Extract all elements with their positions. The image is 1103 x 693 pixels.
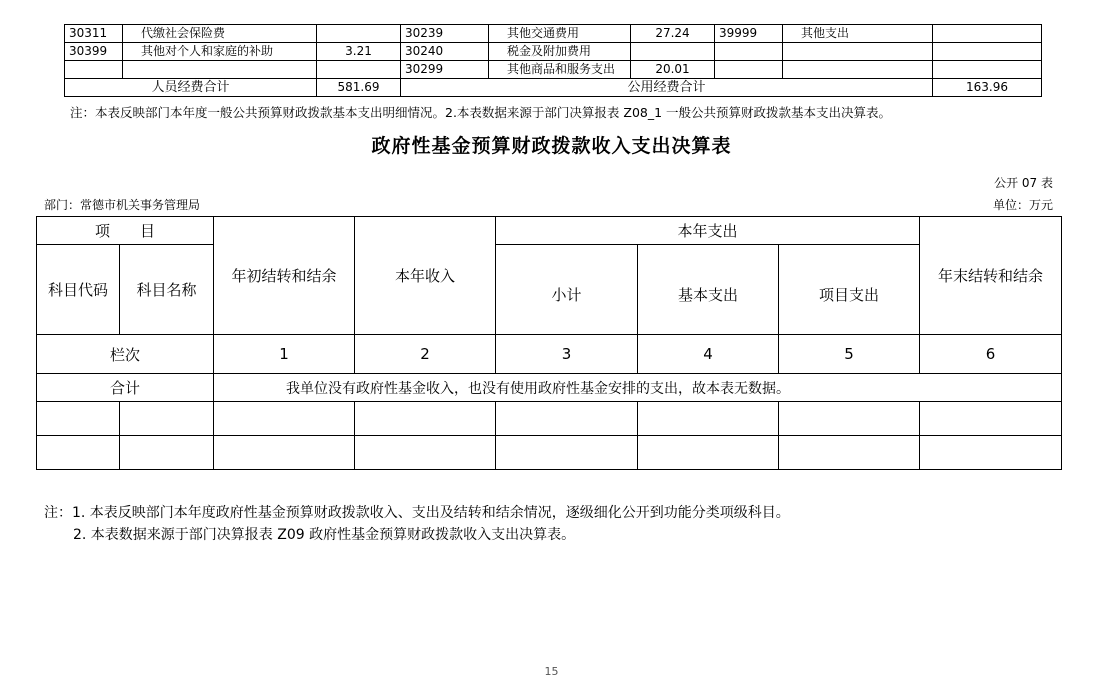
page-number: 15	[544, 665, 559, 678]
empty-cell	[214, 436, 355, 470]
table-notes	[44, 502, 790, 546]
unit-label: 单位：万元	[992, 198, 1053, 212]
department-label: 部门：常德市机关事务管理局	[44, 198, 201, 212]
income-header: 本年收入	[355, 217, 496, 335]
empty-cell	[496, 402, 638, 436]
column-number: 1	[214, 335, 355, 374]
cell-amount	[933, 43, 1042, 61]
note-text: 1. 本表反映部门本年度政府性基金预算财政拨款收入、支出及结转和结余情况，逐级细化公开到功能分类项级科目。	[72, 505, 790, 521]
table-row	[37, 436, 1062, 470]
opening-balance-header: 年初结转和结余	[214, 217, 355, 335]
empty-cell	[120, 436, 214, 470]
project-expense-header: 项目支出	[779, 245, 920, 335]
column-number-row	[37, 335, 1062, 374]
note-text: 2. 本表数据来源于部门决算报表 Z09 政府性基金预算财政拨款收入支出决算表。	[73, 527, 576, 543]
empty-cell	[37, 436, 120, 470]
cell-code	[715, 61, 783, 79]
cell-code: 30299	[401, 61, 489, 79]
totals-row	[65, 79, 1042, 97]
empty-cell	[638, 402, 779, 436]
cell-code	[715, 43, 783, 61]
form-number: 公开 07 表	[994, 176, 1053, 190]
cell-code: 30399	[65, 43, 123, 61]
empty-cell	[355, 402, 496, 436]
empty-cell	[496, 436, 638, 470]
public-total-label: 公用经费合计	[401, 79, 933, 97]
cell-amount	[933, 25, 1042, 43]
cell-name: 其他支出	[783, 25, 933, 43]
cell-name	[783, 61, 933, 79]
personnel-total-label: 人员经费合计	[65, 79, 317, 97]
cell-amount: 20.01	[631, 61, 715, 79]
empty-cell	[920, 436, 1062, 470]
table-row	[65, 25, 1042, 43]
cell-code: 30239	[401, 25, 489, 43]
table-row	[65, 43, 1042, 61]
empty-cell	[638, 436, 779, 470]
expense-header: 本年支出	[496, 217, 920, 245]
item-header: 项 目	[37, 217, 214, 245]
empty-cell	[920, 402, 1062, 436]
column-number: 3	[496, 335, 638, 374]
cell-amount	[317, 25, 401, 43]
note-prefix: 注：	[44, 505, 72, 521]
column-number: 2	[355, 335, 496, 374]
cell-code: 30240	[401, 43, 489, 61]
note-line-1	[44, 502, 790, 524]
code-header: 科目代码	[37, 245, 120, 335]
prev-table-note: 注：本表反映部门本年度一般公共预算财政拨款基本支出明细情况。2.本表数据来源于部门决算报表 Z08_1 一般公共预算财政拨款基本支出决算表。	[70, 105, 892, 120]
cell-amount: 3.21	[317, 43, 401, 61]
cell-name: 代缴社会保险费	[123, 25, 317, 43]
cell-amount: 27.24	[631, 25, 715, 43]
subtotal-header: 小计	[496, 245, 638, 335]
column-number: 6	[920, 335, 1062, 374]
closing-balance-header: 年末结转和结余	[920, 217, 1062, 335]
empty-cell	[779, 436, 920, 470]
cell-amount	[933, 61, 1042, 79]
cell-name	[783, 43, 933, 61]
note-line-2	[44, 524, 790, 546]
fund-budget-table	[36, 216, 1062, 470]
name-header: 科目名称	[120, 245, 214, 335]
empty-cell	[37, 402, 120, 436]
cell-amount	[317, 61, 401, 79]
empty-cell	[779, 402, 920, 436]
header-row	[37, 217, 1062, 245]
empty-cell	[214, 402, 355, 436]
cell-code: 30311	[65, 25, 123, 43]
column-number: 4	[638, 335, 779, 374]
page-title: 政府性基金预算财政拨款收入支出决算表	[371, 135, 732, 157]
total-label: 合计	[37, 374, 214, 402]
prev-expense-table	[64, 24, 1042, 97]
total-row	[37, 374, 1062, 402]
header-row	[37, 245, 1062, 335]
table-row	[37, 402, 1062, 436]
cell-name	[123, 61, 317, 79]
cell-name: 其他对个人和家庭的补助	[123, 43, 317, 61]
basic-expense-header: 基本支出	[638, 245, 779, 335]
column-number: 5	[779, 335, 920, 374]
personnel-total-value: 581.69	[317, 79, 401, 97]
cell-code: 39999	[715, 25, 783, 43]
cell-name: 税金及附加费用	[489, 43, 631, 61]
empty-cell	[120, 402, 214, 436]
cell-code	[65, 61, 123, 79]
cell-name: 其他商品和服务支出	[489, 61, 631, 79]
empty-cell	[355, 436, 496, 470]
table-row	[65, 61, 1042, 79]
cell-name: 其他交通费用	[489, 25, 631, 43]
cell-amount	[631, 43, 715, 61]
public-total-value: 163.96	[933, 79, 1042, 97]
row-number-label: 栏次	[37, 335, 214, 374]
no-data-notice: 我单位没有政府性基金收入，也没有使用政府性基金安排的支出，故本表无数据。	[214, 374, 1062, 402]
